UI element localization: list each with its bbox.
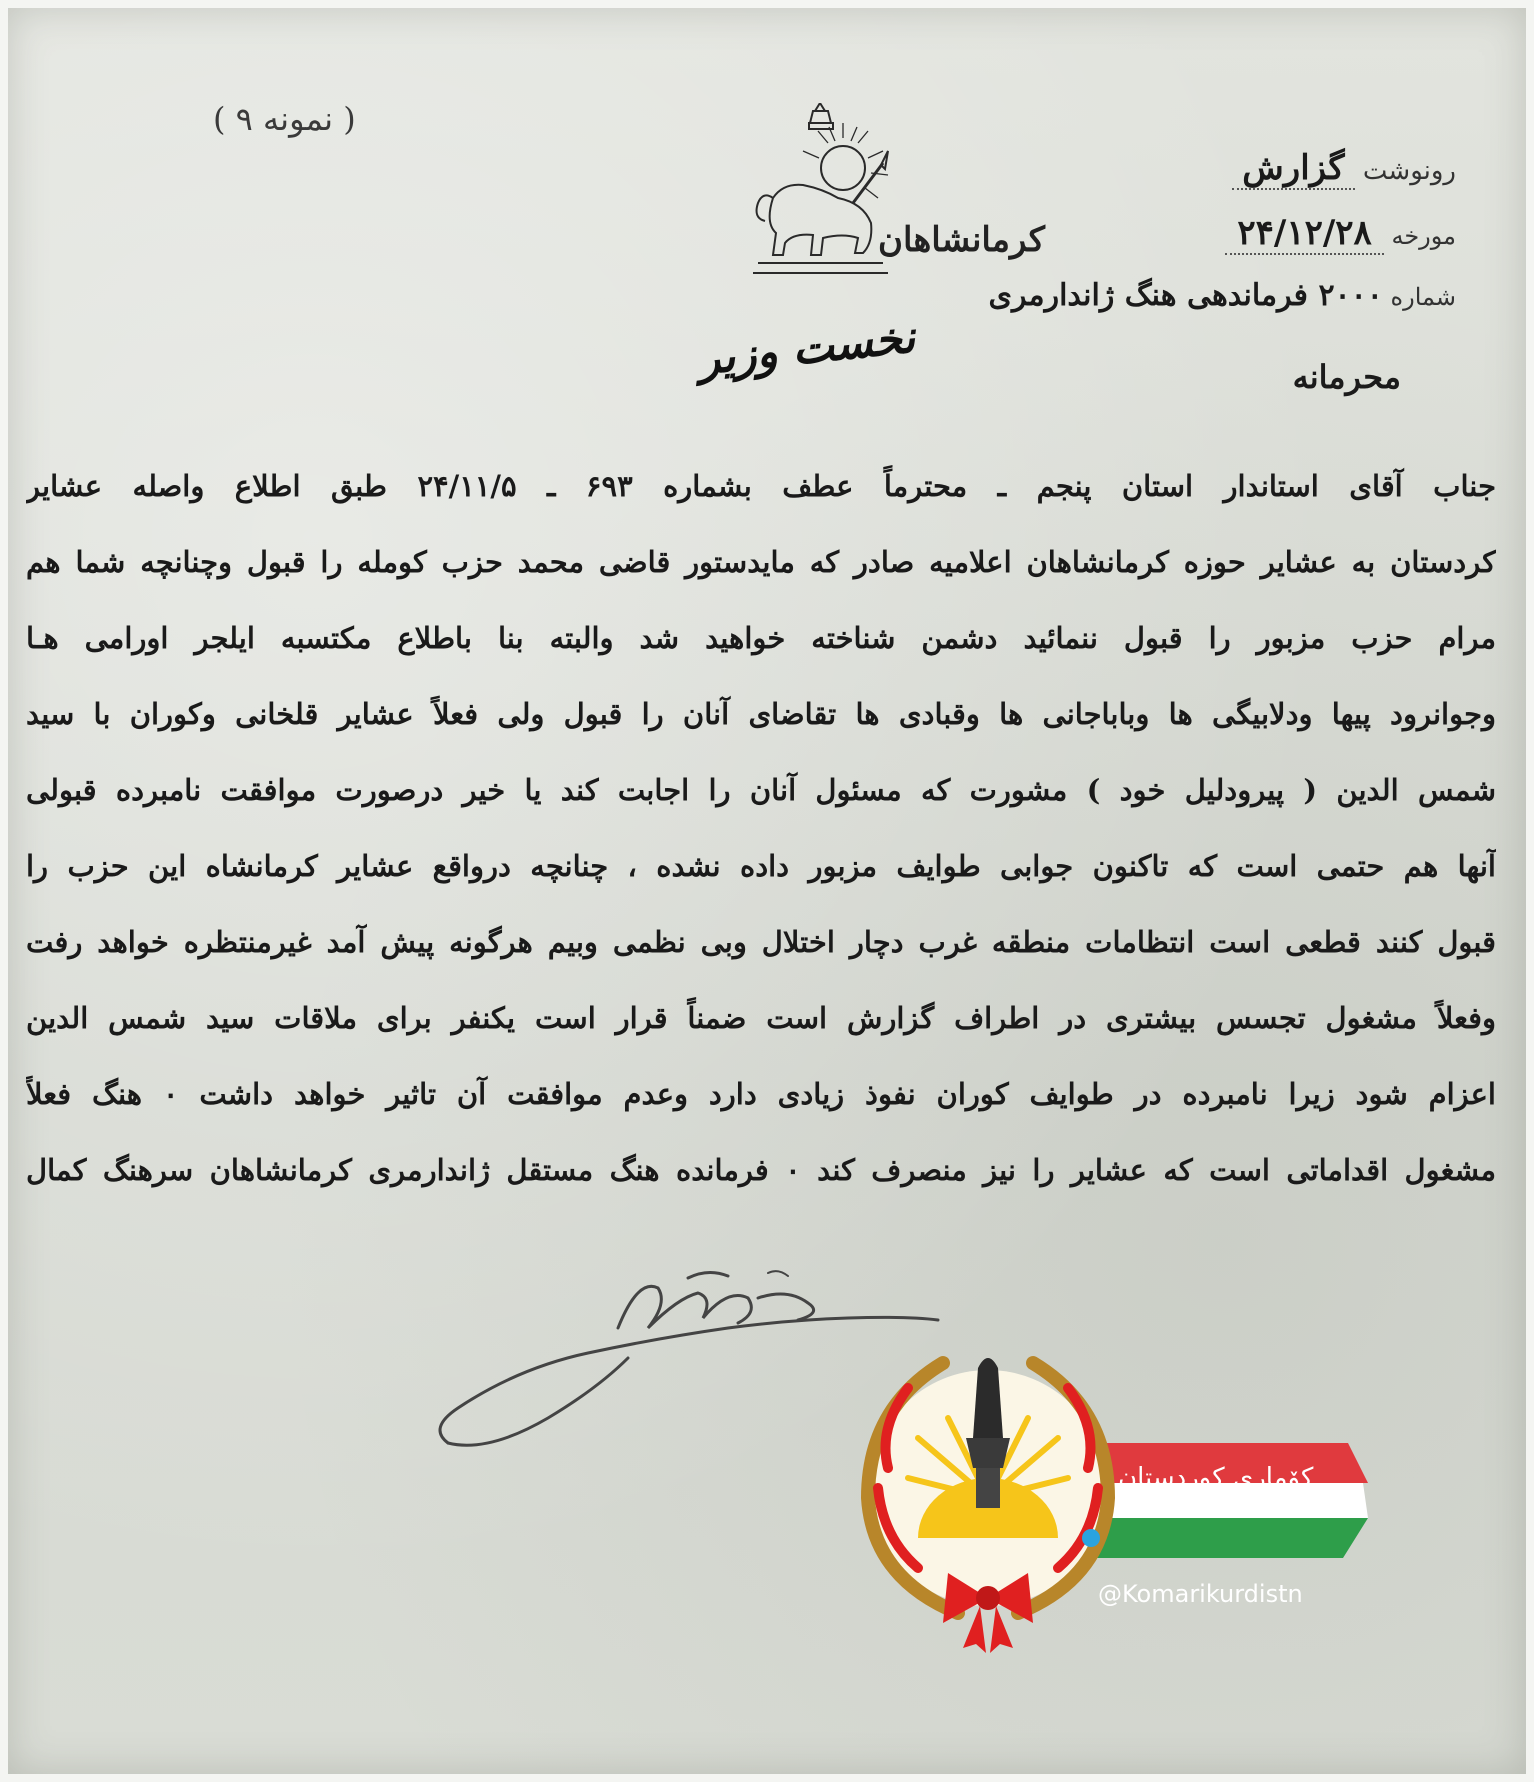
lion-and-sun-emblem-icon — [743, 103, 898, 283]
letter-body — [26, 448, 1496, 1208]
body-line: مرام حزب مزبور را قبول ننمائید دشمن شناخته خواهید شد والبته بنا باطلاع مکتسبه ایلجر اورامی هـا — [26, 621, 1496, 655]
body-line: قبول کنند قطعی است انتظامات منطقه غرب دچار اختلال وبی نظمی وبیم هرگونه پیش آمد غیرمنتظره خواهد رفت — [26, 925, 1496, 959]
date-value: ۲۴/۱۲/۲۸ — [1225, 213, 1383, 255]
body-line: شمس الدین ( پیرودلیل خود ) مشورت که مسئول آنان را اجابت کند یا خیر درصورت موافقت نامبرده قبولی — [26, 773, 1496, 807]
body-line: آنها هم حتمی است که تاکنون جوابی طوایف مزبور داده نشده ، چنانچه درواقع عشایر کرمانشاه این حزب را — [26, 849, 1496, 883]
body-line: مشغول اقداماتی است که عشایر را نیز منصرف کند ۰ فرمانده هنگ مستقل ژاندارمری کرمانشاهان سرهنگ کمال — [26, 1153, 1496, 1187]
city-name: کرمانشاهان — [878, 220, 1045, 260]
body-line: جناب آقای استاندار استان پنجم ـ محترماً عطف بشماره ۶۹۳ ـ ۲۴/۱۱/۵ طبق اطلاع واصله عشایر — [26, 469, 1496, 503]
date-label: مورخه — [1391, 222, 1456, 250]
body-line: کردستان به عشایر حوزه کرمانشاهان اعلامیه صادر که مایدستور قاضی محمد حزب کومله را قبول وچنانچه شما هم — [26, 545, 1496, 579]
body-line: وجوانرود پیها ودلابیگی ها وباباجانی ها وقبادی ها تقاضای آنان را قبول ولی فعلاً عشایر قلخانی وکوران با سید — [26, 697, 1496, 731]
date-row — [1225, 213, 1456, 253]
number-label: شماره — [1390, 283, 1456, 311]
document-page — [8, 8, 1526, 1774]
number-row — [989, 278, 1457, 313]
copy-value: گزارش — [1232, 148, 1354, 190]
copy-label: رونوشت — [1362, 156, 1456, 186]
watermark-name: كۆماری كوردستان — [1118, 1463, 1314, 1493]
body-line: وفعلاً مشغول تجسس بیشتری در اطراف گزارش است ضمناً قرار است یکنفر برای ملاقات سید شمس الدین — [26, 1001, 1496, 1035]
body-line: اعزام شود زیرا نامبرده در طوایف کوران نفوذ زیادی دارد وعدم موافقت آن تاثیر خواهد داشت ۰ هنگ فعلاً — [26, 1077, 1496, 1111]
komari-kurdistan-watermark — [848, 1348, 1368, 1668]
copy-row — [1232, 148, 1456, 188]
confidential-label: محرمانه — [1292, 358, 1401, 396]
watermark-handle: @Komarikurdistn — [1098, 1580, 1303, 1608]
sample-label: ( نمونه ۹ ) — [213, 100, 356, 138]
number-value: ۲۰۰۰ فرماندهی هنگ ژاندارمری — [988, 278, 1383, 313]
recipient-handwritten: نخست وزیر — [695, 311, 918, 386]
